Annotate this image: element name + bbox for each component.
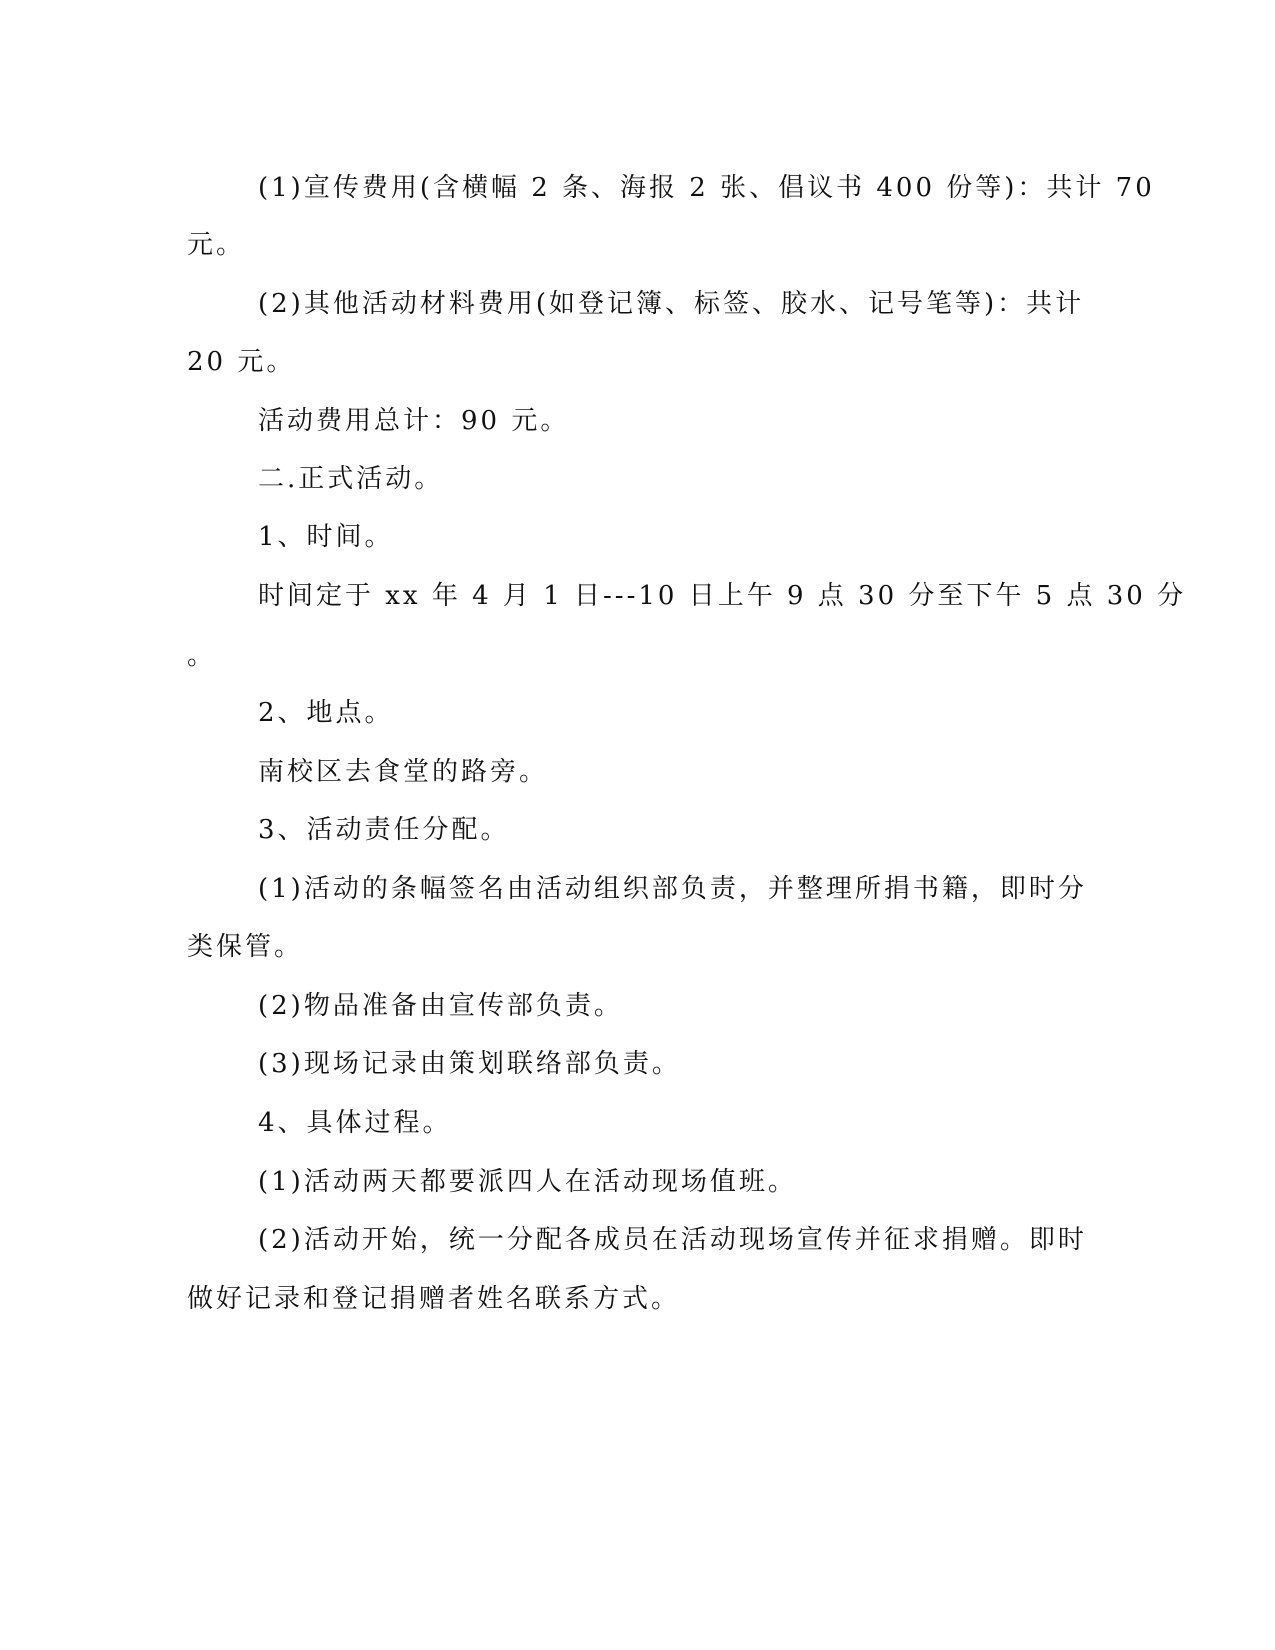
text-line-responsibility-1-cont: 类保管。 bbox=[187, 932, 304, 962]
subheading-process: 4、具体过程。 bbox=[258, 1108, 452, 1138]
text-line-process-2-cont: 做好记录和登记捐赠者姓名联系方式。 bbox=[187, 1284, 681, 1314]
subheading-responsibility: 3、活动责任分配。 bbox=[258, 815, 510, 845]
text-line-responsibility-3: (3)现场记录由策划联络部负责。 bbox=[258, 1049, 681, 1079]
text-line-responsibility-2: (2)物品准备由宣传部负责。 bbox=[258, 991, 623, 1021]
text-line-cost-total: 活动费用总计：90 元。 bbox=[258, 406, 570, 436]
text-line-responsibility-1: (1)活动的条幅签名由活动组织部负责，并整理所捐书籍，即时分 bbox=[258, 874, 1087, 904]
section-heading-formal-activity: 二.正式活动。 bbox=[258, 464, 444, 494]
text-line-time-detail-cont: 。 bbox=[187, 641, 217, 671]
text-line-process-1: (1)活动两天都要派四人在活动现场值班。 bbox=[258, 1167, 797, 1197]
text-line-cost-publicity: (1)宣传费用(含横幅 2 条、海报 2 张、倡议书 400 份等)：共计 70 bbox=[258, 173, 1155, 203]
text-line-cost-publicity-cont: 元。 bbox=[187, 230, 246, 260]
text-line-cost-materials-cont: 20 元。 bbox=[187, 347, 296, 377]
text-line-location-detail: 南校区去食堂的路旁。 bbox=[258, 757, 549, 787]
subheading-time: 1、时间。 bbox=[258, 522, 394, 552]
text-line-time-detail: 时间定于 xx 年 4 月 1 日---10 日上午 9 点 30 分至下午 5 点 30 分 bbox=[258, 581, 1187, 611]
subheading-location: 2、地点。 bbox=[258, 698, 394, 728]
text-line-cost-materials: (2)其他活动材料费用(如登记簿、标签、胶水、记号笔等)：共计 bbox=[258, 289, 1085, 319]
text-line-process-2: (2)活动开始，统一分配各成员在活动现场宣传并征求捐赠。即时 bbox=[258, 1225, 1087, 1255]
